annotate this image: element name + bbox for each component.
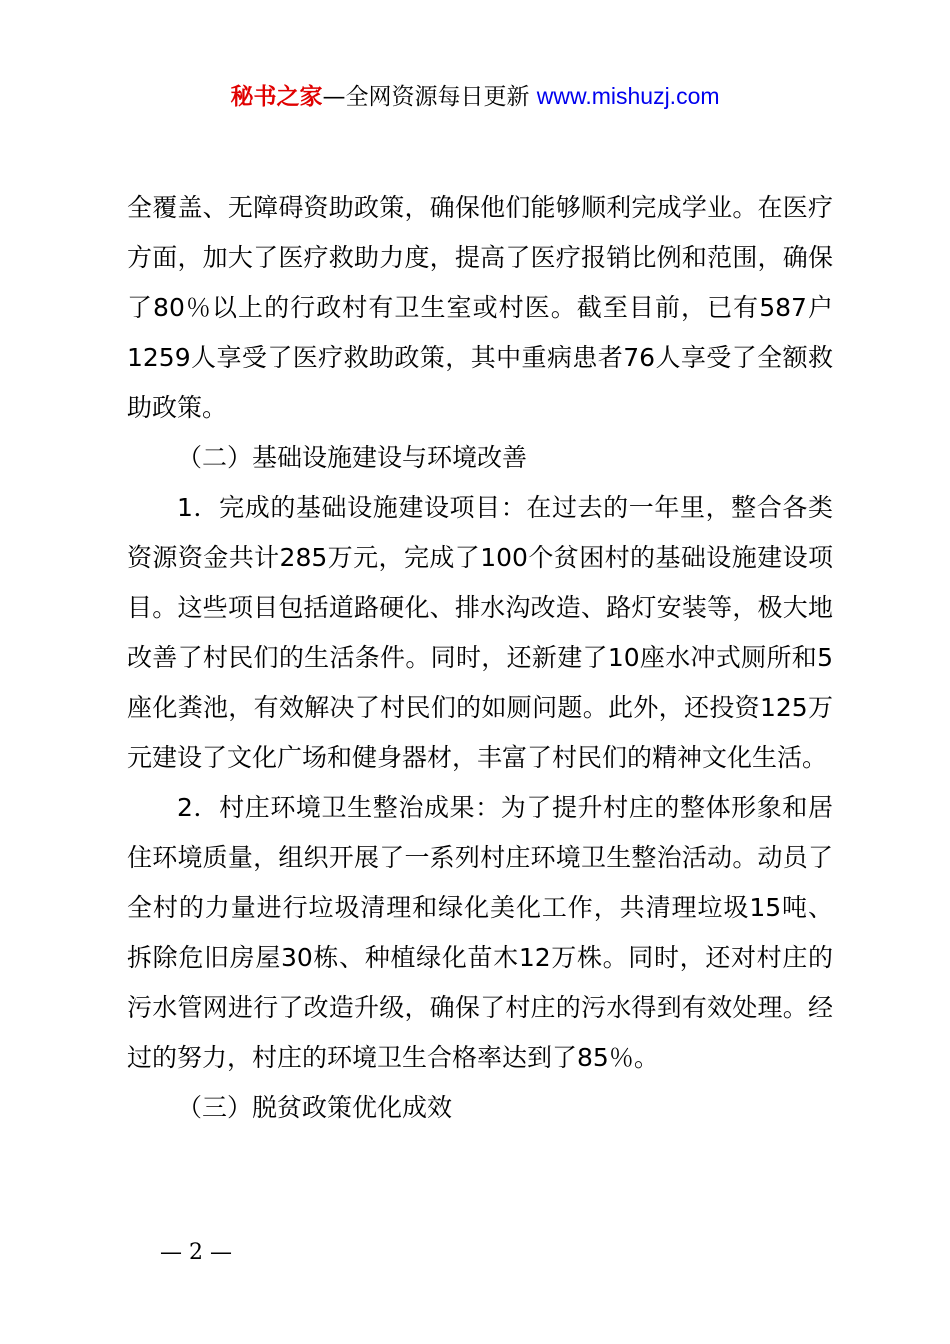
site-brand: 秘书之家 xyxy=(230,84,323,110)
page-header xyxy=(0,80,950,113)
page-number: — 2 — xyxy=(160,1240,232,1265)
paragraph-environment-results: 2．村庄环境卫生整治成果：为了提升村庄的整体形象和居住环境质量，组织开展了一系列村庄环境卫生整治活动。动员了全村的力量进行垃圾清理和绿化美化工作，共清理垃圾15吨、拆除危旧房屋30栋、种植绿化苗木12万株。同时，还对村庄的污水管网进行了改造升级，确保了村庄的污水得到有效处理。经过的努力，村庄的环境卫生合格率达到了85％。 xyxy=(127,793,833,1072)
section-heading-infrastructure: （二）基础设施建设与环境改善 xyxy=(177,443,528,472)
paragraph-infrastructure-projects: 1．完成的基础设施建设项目：在过去的一年里，整合各类资源资金共计285万元，完成了100个贫困村的基础设施建设项目。这些项目包括道路硬化、排水沟改造、路灯安装等，极大地改善了村民们的生活条件。同时，还新建了10座水冲式厕所和5座化粪池，有效解决了村民们的如厕问题。此外，还投资125万元建设了文化广场和健身器材，丰富了村民们的精神文化生活。 xyxy=(127,493,833,772)
document-body xyxy=(127,183,833,1133)
paragraph-medical-aid: 全覆盖、无障碍资助政策，确保他们能够顺利完成学业。在医疗方面，加大了医疗救助力度，提高了医疗报销比例和范围，确保了80％以上的行政村有卫生室或村医。截至目前，已有587户1259人享受了医疗救助政策，其中重病患者76人享受了全额救助政策。 xyxy=(127,193,833,422)
site-slogan: —全网资源每日更新 xyxy=(322,84,530,110)
site-url-link[interactable]: www.mishuzj.com xyxy=(536,83,720,109)
section-heading-policy-optimization: （三）脱贫政策优化成效 xyxy=(177,1093,453,1122)
